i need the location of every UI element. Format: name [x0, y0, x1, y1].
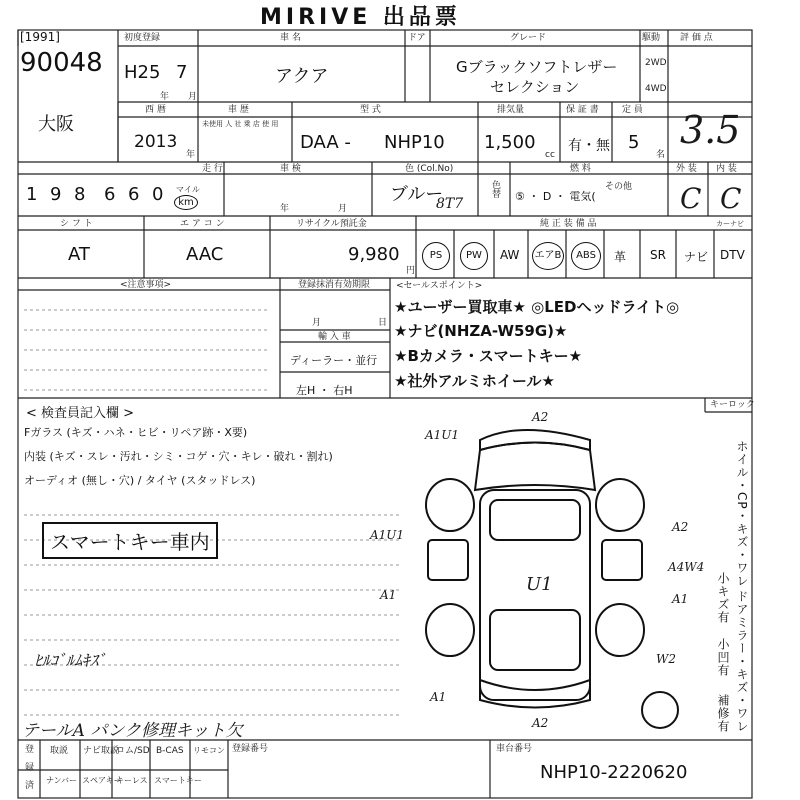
aircon-value: AAC — [186, 244, 224, 265]
year-badge: [1991] — [20, 30, 60, 44]
label-displacement: 排気量 — [497, 105, 525, 115]
inspector-line-2: 内装 (キズ・スレ・汚れ・シミ・コゲ・穴・キレ・破れ・割れ) — [24, 450, 333, 463]
unit-mile: マイル — [176, 185, 200, 194]
equip-airbag: エアB — [532, 242, 564, 270]
model-year: 2013 — [134, 132, 178, 152]
right-note-2: ドアミラー・キズ・ワレ — [735, 590, 749, 733]
color-change: 色替 — [490, 180, 500, 198]
mark-front-left: A1U1 — [425, 428, 460, 442]
equip-ps: PS — [422, 242, 450, 270]
bottom-manual: 取説 — [50, 746, 69, 756]
insp-month: 月 — [338, 204, 348, 214]
label-inspector: < 検査員記入欄 > — [26, 406, 135, 421]
equip-navi: ナビ — [684, 250, 709, 264]
model-code: NHP10 — [384, 132, 445, 153]
drive-4wd: 4WD — [645, 84, 667, 94]
unit-year-2: 年 — [186, 150, 196, 160]
label-reg-number: 登録番号 — [232, 744, 269, 754]
bottom-bcas: B-CAS — [156, 746, 184, 756]
label-sales-points: <セールスポイント> — [396, 281, 483, 291]
label-grade: グレード — [510, 33, 547, 43]
sales-point-3: ★Bカメラ・スマートキー★ — [394, 347, 583, 365]
recycle-value: 9,980 — [348, 244, 400, 265]
bottom-smart-key: スマートキー — [154, 776, 202, 785]
model-prefix: DAA - — [300, 132, 351, 153]
grade-line2: セレクション — [490, 78, 580, 96]
smart-key-note: スマートキー車内 — [42, 522, 218, 559]
mark-rear: A2 — [532, 716, 549, 730]
shift-value: AT — [68, 244, 90, 265]
month: 7 — [176, 62, 188, 83]
label-name: 車 名 — [280, 33, 301, 43]
dealer-value: ディーラー・並行 — [290, 354, 378, 367]
grade-line1: Gブラックソフトレザー — [456, 58, 618, 76]
label-exterior: 外 装 — [676, 164, 697, 174]
steering-value: 左H ・ 右H — [296, 384, 353, 397]
label-door: ドア — [408, 33, 426, 43]
handwritten-note-1: ﾋﾙｺﾞﾙﾑｷｽﾞ — [34, 651, 107, 670]
mark-right: A4W4 — [668, 560, 705, 574]
unit-cc: cc — [545, 150, 555, 160]
bottom-reg-3: 済 — [25, 781, 35, 791]
equip-abs: ABS — [571, 242, 601, 270]
warranty-value: 有・無 — [568, 138, 610, 154]
right-note-1: ホイル・CP・キズ・ワレ — [735, 440, 749, 588]
label-aircon: エ ア コ ン — [180, 219, 225, 229]
right-note-5: 補修有 — [716, 694, 730, 733]
mark-left: A1U1 — [370, 528, 405, 542]
label-score: 評 価 点 — [680, 33, 713, 43]
mileage-d1: 1 — [26, 184, 38, 205]
label-inspection: 車 検 — [280, 164, 301, 174]
displacement: 1,500 — [484, 132, 536, 153]
sheet-title: MIRIVE 出品票 — [260, 5, 461, 30]
insp-year: 年 — [280, 204, 290, 214]
label-warranty: 保 証 書 — [566, 105, 599, 115]
era: H25 — [124, 62, 161, 83]
label-carnavi: カーナビ — [716, 220, 744, 228]
reg-month: 月 — [312, 318, 322, 328]
bottom-navi-manual: ナビ取説 — [83, 746, 120, 756]
mark-center: U1 — [526, 574, 553, 595]
exterior-grade: C — [680, 182, 702, 215]
label-reg-expiry: 登録抹消有効期限 — [298, 280, 371, 290]
mileage-d2: 9 — [50, 184, 62, 205]
unit-km: km — [174, 195, 198, 210]
mark-front: A2 — [532, 410, 549, 424]
unit-person: 名 — [656, 150, 666, 160]
right-note-4: 小凹有 — [716, 638, 730, 677]
interior-grade: C — [720, 182, 742, 215]
inspector-line-3: オーディオ (無し・穴) / タイヤ (スタッドレス) — [24, 474, 256, 487]
color-code: 8T7 — [436, 196, 464, 212]
unit-month: 月 — [188, 92, 198, 102]
equip-pw: PW — [460, 242, 488, 270]
chassis-number: NHP10-2220620 — [540, 762, 688, 783]
label-first-reg: 初度登録 — [124, 33, 161, 43]
mark-rear-left: A1 — [430, 690, 447, 704]
location: 大阪 — [38, 114, 74, 135]
mark-rear-right: W2 — [656, 652, 676, 666]
reg-day: 日 — [378, 318, 388, 328]
label-history: 車 歴 — [228, 105, 249, 115]
right-note-3: 小キズ有 — [716, 572, 730, 624]
score-value: 3.5 — [680, 108, 741, 152]
label-mileage: 走 行 — [202, 164, 223, 174]
bottom-rom-sd: ロム/SD — [116, 746, 150, 756]
inspector-line-1: Fガラス (キズ・ハネ・ヒビ・リペア跡・X要) — [24, 426, 248, 439]
sales-point-1: ★ユーザー買取車★ ◎LEDヘッドライト◎ — [394, 298, 680, 316]
bottom-number: ナンバー — [46, 776, 78, 785]
bottom-reg-2: 録 — [25, 763, 35, 773]
sales-point-4: ★社外アルミホイール★ — [394, 372, 555, 390]
unit-yen: 円 — [406, 266, 416, 276]
label-recycle: リサイクル預託金 — [296, 219, 367, 229]
color-value: ブルー — [390, 184, 444, 205]
lot-number: 90048 — [20, 48, 103, 78]
equip-aw: AW — [500, 248, 520, 262]
label-model-year: 西 暦 — [145, 105, 166, 115]
label-model: 型 式 — [360, 105, 381, 115]
label-color: 色 (Col.No) — [405, 164, 454, 174]
label-history-sub: 未使用 人 社 乗 店 使 用 — [202, 120, 279, 128]
label-fuel: 燃 料 — [570, 164, 591, 174]
mark-left-rear: A1 — [380, 588, 397, 602]
label-chassis: 車台番号 — [496, 744, 533, 754]
label-keylock: キーロック — [710, 400, 755, 410]
label-equipment: 純 正 装 備 品 — [540, 219, 597, 229]
drive-2wd: 2WD — [645, 58, 667, 68]
sales-point-2: ★ナビ(NHZA-W59G)★ — [394, 322, 568, 340]
car-diagram — [420, 410, 700, 730]
label-drive: 駆動 — [642, 33, 661, 43]
label-capacity: 定 員 — [622, 105, 643, 115]
mileage-d3: 8 — [74, 184, 86, 205]
bottom-reg-1: 登 — [25, 745, 35, 755]
label-interior: 内 装 — [716, 164, 737, 174]
equip-dtv: DTV — [720, 248, 745, 262]
label-notes: <注意事項> — [120, 280, 172, 290]
handwritten-note-2: テールA パンク修理キット欠 — [22, 721, 243, 741]
bottom-remote: リモコン — [193, 746, 225, 755]
mark-right-rear: A1 — [672, 592, 689, 606]
capacity: 5 — [628, 132, 640, 153]
mark-right-front: A2 — [672, 520, 689, 534]
mileage-d4: 6 — [104, 184, 116, 205]
bottom-keyless: キーレス — [116, 776, 148, 785]
label-import: 輸 入 車 — [318, 332, 351, 342]
mileage-d5: 6 — [128, 184, 140, 205]
label-shift: シ フ ト — [60, 219, 93, 229]
equip-leather: 革 — [614, 250, 627, 264]
fuel-other: その他 — [605, 182, 633, 192]
fuel-value: ⑤ ・ D ・ 電気( — [515, 190, 596, 203]
equip-sr: SR — [650, 248, 666, 262]
car-name: アクア — [275, 66, 329, 87]
bottom-spare-key: スペアキー — [82, 776, 122, 785]
mileage-d6: 0 — [152, 184, 164, 205]
unit-year: 年 — [160, 92, 170, 102]
